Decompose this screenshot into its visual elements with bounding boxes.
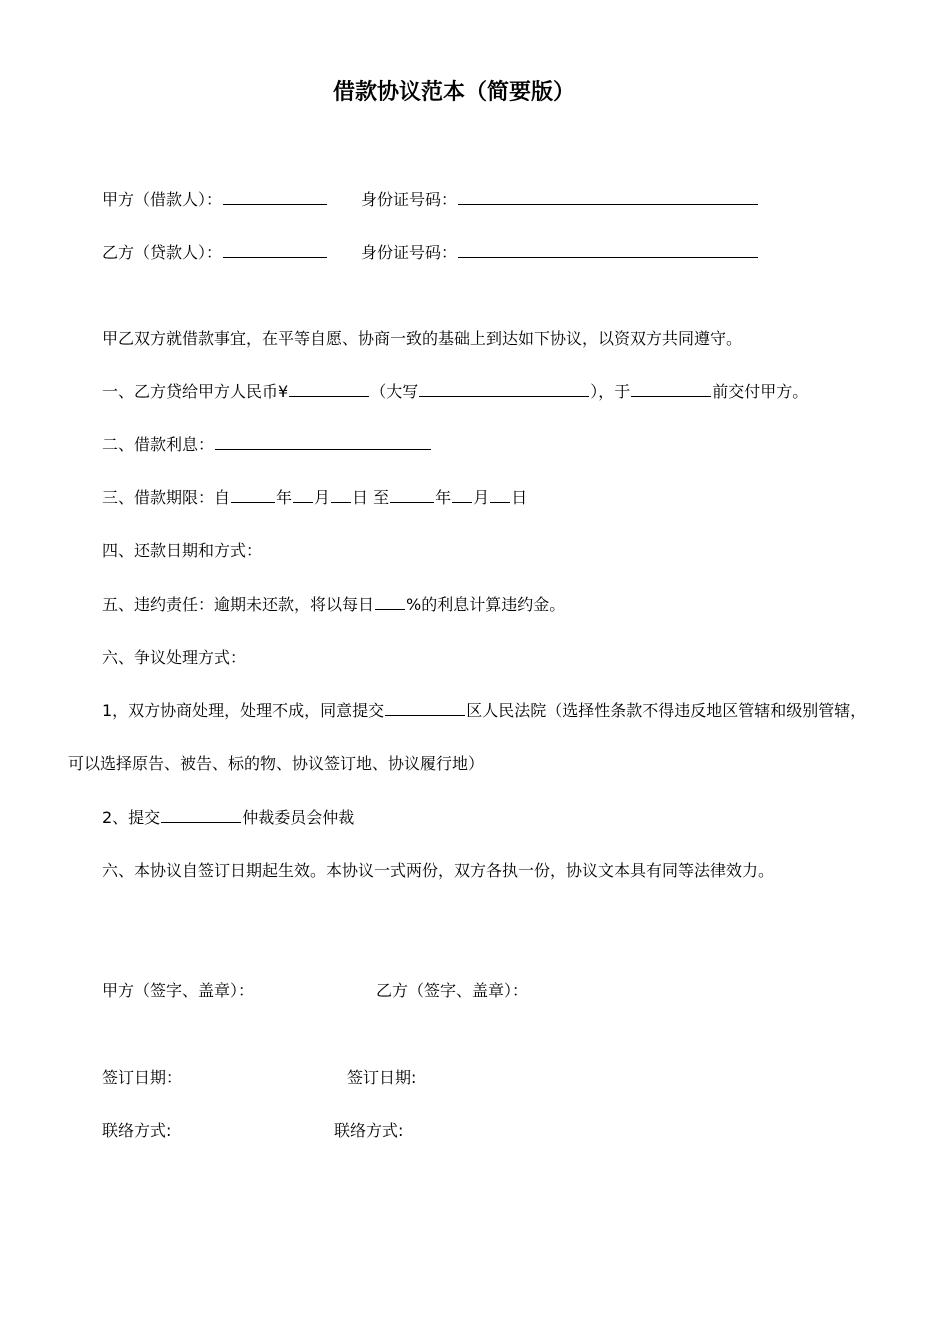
delivery-date-blank[interactable] xyxy=(631,382,711,397)
party-b-name-blank[interactable] xyxy=(223,243,327,258)
interest-blank[interactable] xyxy=(215,435,431,450)
day-label: 日 xyxy=(352,488,369,507)
court-blank[interactable] xyxy=(385,701,465,716)
month-label: 月 xyxy=(314,488,331,507)
amount-blank[interactable] xyxy=(289,382,369,397)
party-a-contact-label: 联络方式: xyxy=(102,1121,172,1140)
party-b-id-label: 身份证号码： xyxy=(361,243,458,262)
clause-1-text-b: （大写 xyxy=(370,382,419,401)
year-label: 年 xyxy=(435,488,452,507)
party-a-line xyxy=(102,190,328,210)
year-label: 年 xyxy=(276,488,293,507)
clause-3-label: 三、借款期限：自 xyxy=(102,488,231,507)
to-label: 至 xyxy=(373,488,390,507)
clause-1-text-c: ），于 xyxy=(590,382,631,401)
end-year-blank[interactable] xyxy=(390,488,434,503)
clause-6-item-2-text-a: 2、提交 xyxy=(102,808,161,827)
clause-6-item-1-text-a: 1，双方协商处理，处理不成，同意提交 xyxy=(102,701,385,720)
clause-2-label: 二、借款利息： xyxy=(102,435,215,454)
arbitration-blank[interactable] xyxy=(161,808,241,823)
end-month-blank[interactable] xyxy=(452,488,472,503)
party-a-id-label: 身份证号码： xyxy=(361,190,458,209)
clause-1 xyxy=(102,382,808,402)
clause-5-text-a: 五、违约责任：逾期未还款，将以每日 xyxy=(102,595,375,614)
penalty-rate-blank[interactable] xyxy=(375,595,405,610)
party-a-id-line xyxy=(361,190,759,210)
clause-4: 四、还款日期和方式： xyxy=(102,541,263,560)
party-b-signature-label: 乙方（签字、盖章）： xyxy=(376,981,529,1000)
day-label: 日 xyxy=(511,488,528,507)
party-b-label: 乙方（贷款人）： xyxy=(102,243,223,262)
party-a-id-blank[interactable] xyxy=(458,190,758,205)
clause-2 xyxy=(102,435,432,455)
clause-6-heading: 六、争议处理方式： xyxy=(102,648,247,667)
end-day-blank[interactable] xyxy=(490,488,510,503)
clause-3 xyxy=(102,488,527,508)
party-a-signature-label: 甲方（签字、盖章）： xyxy=(102,981,255,1000)
party-b-id-line xyxy=(361,243,759,263)
party-b-line xyxy=(102,243,328,263)
clause-6-item-1-cont: 可以选择原告、被告、标的物、协议签订地、协议履行地） xyxy=(68,754,485,773)
party-a-label: 甲方（借款人）： xyxy=(102,190,223,209)
clause-5 xyxy=(102,595,565,615)
start-month-blank[interactable] xyxy=(293,488,313,503)
party-b-sign-date-label: 签订日期: xyxy=(347,1068,417,1087)
clause-6-item-2-text-b: 仲裁委员会仲裁 xyxy=(242,808,355,827)
party-b-id-blank[interactable] xyxy=(458,243,758,258)
clause-6-item-2 xyxy=(102,808,354,828)
clause-1-text-d: 前交付甲方。 xyxy=(712,382,809,401)
clause-6-item-1 xyxy=(102,701,866,721)
party-a-sign-date-label: 签订日期： xyxy=(102,1068,183,1087)
party-b-contact-label: 联络方式: xyxy=(334,1121,404,1140)
clause-1-text-a: 一、乙方贷给甲方人民币¥ xyxy=(102,382,289,401)
page-title: 借款协议范本（简要版） xyxy=(333,80,576,105)
intro-paragraph: 甲乙双方就借款事宜，在平等自愿、协商一致的基础上到达如下协议，以资双方共同遵守。 xyxy=(102,329,743,348)
clause-6-item-1-text-b: 区人民法院（选择性条款不得违反地区管辖和级别管辖， xyxy=(466,701,867,720)
start-year-blank[interactable] xyxy=(231,488,275,503)
clause-5-text-b: %的利息计算违约金。 xyxy=(406,595,566,614)
month-label: 月 xyxy=(473,488,490,507)
amount-uppercase-blank[interactable] xyxy=(419,382,589,397)
start-day-blank[interactable] xyxy=(331,488,351,503)
party-a-name-blank[interactable] xyxy=(223,190,327,205)
clause-7: 六、本协议自签订日期起生效。本协议一式两份，双方各执一份，协议文本具有同等法律效力。 xyxy=(102,861,775,880)
